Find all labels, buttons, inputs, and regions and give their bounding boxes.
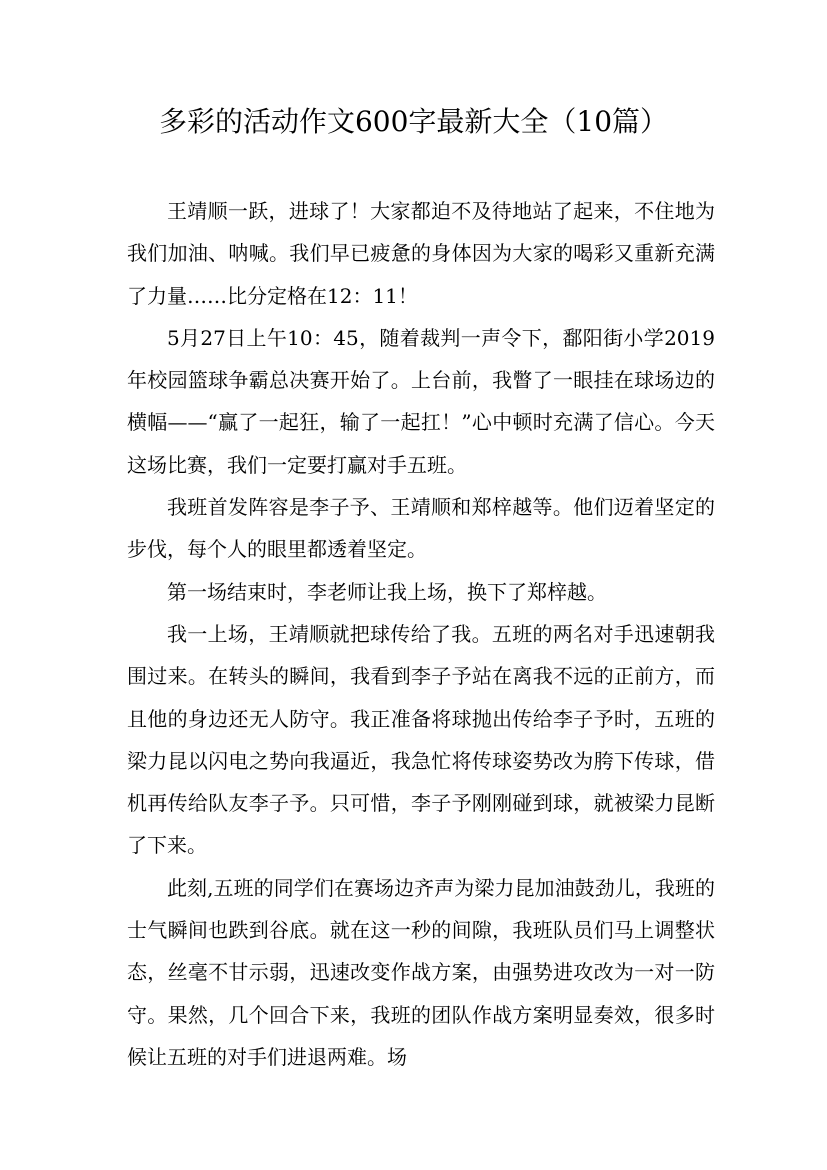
paragraph-6: 此刻,五班的同学们在赛场边齐声为梁力昆加油鼓劲儿，我班的士气瞬间也跌到谷底。就在这一秒的间隙，我班队员们马上调整状态，丝毫不甘示弱，迅速改变作战方案，由强势进攻改为一对一防守。果然，几个回合下来，我班的团队作战方案明显奏效，很多时候让五班的对手们进退两难。场 xyxy=(127,875,715,1069)
paragraph-3: 我班首发阵容是李子予、王靖顺和郑梓越等。他们迈着坚定的步伐，每个人的眼里都透着坚定。 xyxy=(127,495,715,562)
paragraph-5: 我一上场，王靖顺就把球传给了我。五班的两名对手迅速朝我围过来。在转头的瞬间，我看到李子予站在离我不远的正前方，而且他的身边还无人防守。我正准备将球抛出传给李子予时，五班的梁力昆以闪电之势向我逼近，我急忙将传球姿势改为胯下传球，借机再传给队友李子予。只可惜，李子予刚刚碰到球，就被梁力昆断了下来。 xyxy=(127,621,715,858)
document-title: 多彩的活动作文600字最新大全（10篇） xyxy=(158,105,669,138)
paragraph-1: 王靖顺一跃，进球了！大家都迫不及待地站了起来，不住地为我们加油、呐喊。我们早已疲惫的身体因为大家的喝彩又重新充满了力量……比分定格在12：11！ xyxy=(127,199,715,308)
paragraph-2: 5月27日上午10：45，随着裁判一声令下，鄱阳街小学2019年校园篮球争霸总决赛开始了。上台前，我瞥了一眼挂在球场边的横幅——“赢了一起狂，输了一起扛！”心中顿时充满了信心。今天这场比赛，我们一定要打赢对手五班。 xyxy=(127,325,715,477)
paragraph-4: 第一场结束时，李老师让我上场，换下了郑梓越。 xyxy=(167,579,607,604)
document-body xyxy=(127,190,715,1078)
